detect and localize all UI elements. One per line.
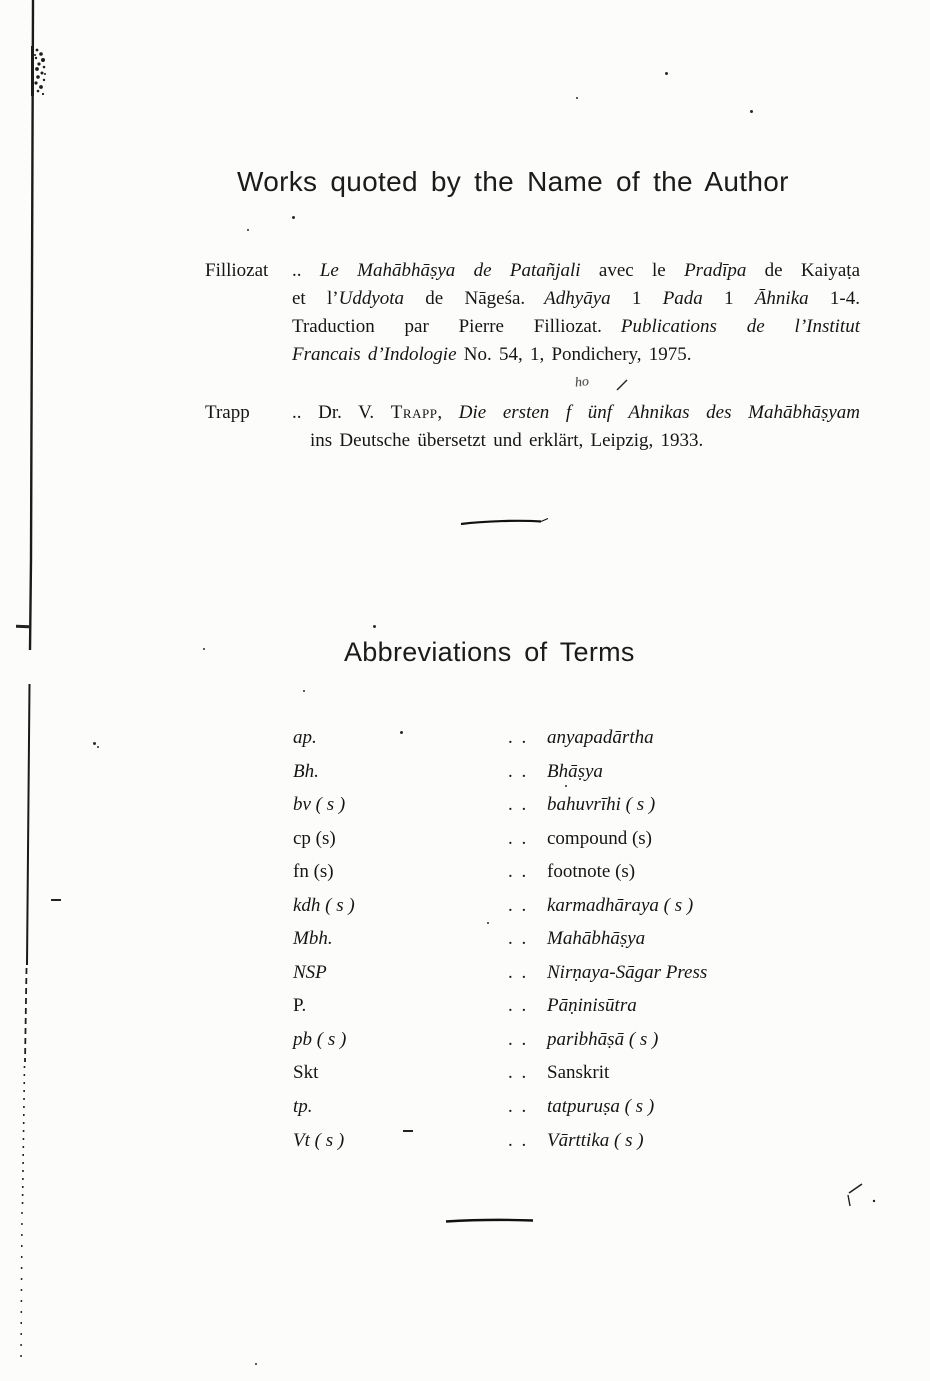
text-segment: de Kaiyaṭa	[746, 260, 861, 281]
text-segment: Dr. V.	[301, 402, 391, 423]
dots-leader: . .	[508, 861, 529, 883]
entry-line	[292, 427, 860, 455]
abbrev-term: ap.	[293, 727, 317, 748]
entry-label: Trapp	[205, 402, 250, 423]
text-segment: ins Deutsche übersetzt und erklärt, Leipzig, 1933.	[310, 430, 704, 451]
print-artifact-text: ho	[574, 374, 590, 391]
text-segment: ..	[292, 402, 302, 423]
abbrev-row	[293, 995, 773, 1029]
text-segment: de Nāgeśa.	[404, 288, 526, 309]
abbrev-row	[293, 928, 773, 962]
abbrev-definition: Pāṇinisūtra	[547, 995, 637, 1017]
abbrev-row	[293, 1062, 773, 1096]
abbrev-definition: Sanskrit	[547, 1062, 610, 1084]
text-segment	[602, 316, 621, 337]
abbrev-term: Skt	[293, 1062, 319, 1084]
abbrev-row	[293, 727, 773, 761]
page-edge-artifact	[0, 0, 60, 1381]
dots-leader: . .	[508, 760, 529, 782]
dots-leader: . .	[508, 995, 529, 1017]
entry-trapp	[205, 399, 865, 455]
dots-leader: . .	[508, 894, 529, 916]
dots-leader: . .	[508, 928, 529, 950]
text-segment: 1	[610, 288, 663, 309]
text-segment: Traduction par Pierre Filliozat.	[292, 316, 602, 337]
entry-line	[292, 341, 860, 369]
text-segment: et l’	[292, 288, 339, 309]
abbrev-definition: bahuvrīhi ( s )	[547, 794, 656, 816]
noise-speck	[303, 690, 305, 692]
noise-speck	[400, 731, 403, 734]
text-segment: No. 54, 1, Pondichery, 1975.	[456, 344, 692, 365]
dots-leader: . .	[508, 1062, 529, 1084]
text-segment	[525, 288, 544, 309]
abbreviations-heading: Abbreviations of Terms	[344, 637, 635, 667]
divider-rule-bottom	[442, 1213, 542, 1229]
noise-speck	[255, 1363, 257, 1365]
entry-body	[292, 399, 860, 455]
abbrev-term: pb ( s )	[293, 1028, 347, 1050]
abbrev-definition: Mahābhāṣya	[547, 928, 646, 950]
dots-leader: . .	[508, 794, 529, 816]
abbrev-definition: Nirṇaya-Sāgar Press	[547, 961, 708, 983]
dots-leader: . .	[508, 1096, 529, 1118]
text-segment: Francais d’Indologie	[292, 344, 457, 365]
abbreviations-list	[293, 727, 773, 1163]
dots-leader: . .	[508, 1028, 529, 1050]
noise-speck	[750, 110, 753, 113]
noise-speck	[576, 97, 578, 99]
abbrev-term: NSP	[293, 961, 327, 983]
noise-speck	[373, 625, 376, 628]
noise-speck	[93, 742, 96, 745]
abbrev-row	[293, 828, 773, 862]
abbrev-definition: karmadhāraya ( s )	[547, 894, 694, 916]
entry-line	[292, 399, 860, 427]
dots-leader: . .	[508, 961, 529, 983]
text-segment: Publications de l’Institut	[620, 316, 860, 337]
abbrev-term: cp (s)	[293, 827, 336, 849]
noise-speck	[487, 922, 489, 924]
text-segment: Die ersten f ünf Ahnikas des Mahābhāṣyam	[458, 402, 861, 423]
abbrev-term: kdh ( s )	[293, 894, 355, 916]
abbrev-definition: compound (s)	[547, 827, 653, 849]
print-artifact-tick	[610, 372, 640, 397]
entry-body	[292, 257, 860, 369]
entry-label: Filliozat	[205, 260, 269, 281]
dots-leader: . .	[508, 727, 529, 748]
entry-line	[292, 257, 860, 285]
noise-speck	[97, 746, 99, 748]
stray-dash	[403, 1130, 413, 1132]
dots-leader: . .	[508, 1129, 529, 1151]
abbrev-term: bv ( s )	[293, 794, 346, 816]
noise-speck	[565, 785, 567, 787]
text-segment: Uddyota	[338, 288, 405, 309]
divider-rule-top	[455, 514, 555, 530]
abbrev-row	[293, 761, 773, 795]
text-segment: ..	[292, 260, 302, 281]
ink-smudge	[31, 46, 46, 96]
stray-dash	[51, 899, 61, 901]
abbrev-row	[293, 861, 773, 895]
noise-speck	[247, 229, 249, 231]
text-segment: Le Mahābhāṣya de Patañjali	[301, 260, 581, 281]
abbrev-term: P.	[293, 995, 307, 1017]
text-segment: 1-4.	[808, 288, 860, 309]
abbrev-term: tp.	[293, 1096, 313, 1118]
abbrev-row	[293, 1029, 773, 1063]
abbrev-definition: Bhāṣya	[547, 760, 603, 782]
text-segment: Trapp	[390, 402, 438, 423]
noise-speck	[292, 216, 295, 219]
abbrev-term: Vt ( s )	[293, 1129, 345, 1151]
stray-dash	[16, 625, 29, 628]
abbrev-definition: anyapadārtha	[547, 727, 654, 748]
pen-mark	[840, 1178, 885, 1213]
abbrev-row	[293, 895, 773, 929]
abbrev-term: Bh.	[293, 760, 319, 782]
abbrev-row	[293, 1096, 773, 1130]
abbrev-definition: Vārttika ( s )	[547, 1129, 644, 1151]
abbrev-definition: paribhāṣā ( s )	[547, 1028, 659, 1050]
page-title: Works quoted by the Name of the Author	[237, 166, 789, 197]
abbrev-definition: tatpuruṣa ( s )	[547, 1096, 655, 1118]
text-segment: Āhnika	[754, 288, 809, 309]
abbrev-row	[293, 794, 773, 828]
text-segment: avec le	[580, 260, 685, 281]
text-segment: Pradīpa	[684, 260, 747, 281]
text-segment: ,	[437, 402, 459, 423]
entry-line	[292, 285, 860, 313]
dots-leader: . .	[508, 827, 529, 849]
noise-speck	[665, 72, 668, 75]
text-segment: Adhyāya	[544, 288, 611, 309]
abbrev-row	[293, 962, 773, 996]
abbrev-row	[293, 1130, 773, 1164]
abbrev-definition: footnote (s)	[547, 861, 636, 883]
entry-line	[292, 313, 860, 341]
text-segment: 1	[702, 288, 755, 309]
text-segment: Pada	[662, 288, 703, 309]
entry-filliozat	[205, 257, 865, 369]
abbrev-term: fn (s)	[293, 861, 334, 883]
abbrev-term: Mbh.	[293, 928, 333, 950]
noise-speck	[203, 648, 205, 650]
